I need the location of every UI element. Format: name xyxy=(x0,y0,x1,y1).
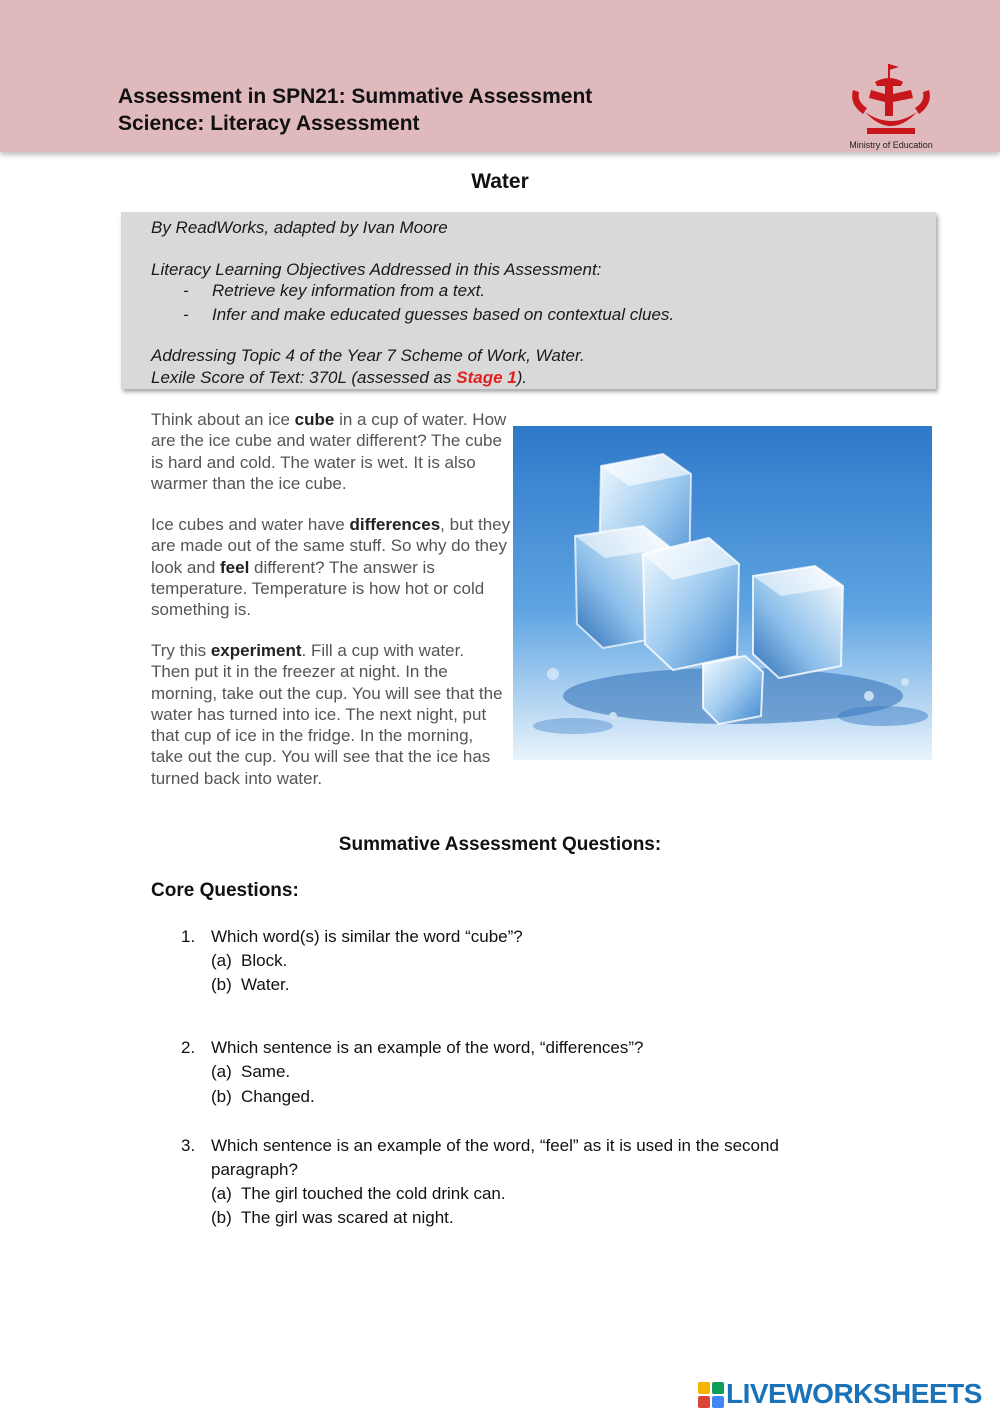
objective-bullet: - xyxy=(183,305,189,324)
option-label: (a) xyxy=(211,1062,232,1081)
option-text: The girl touched the cold drink can. xyxy=(241,1184,506,1203)
passage-text: Think about an ice xyxy=(151,410,295,429)
passage-text: in a cup of water. How are the ice cube and water different? The cube is hard and cold. The water is wet. It is also warmer than the ice cube. xyxy=(151,410,507,493)
objective-bullet: - xyxy=(183,281,189,300)
lexile-line xyxy=(151,368,527,388)
lexile-suffix: ). xyxy=(516,368,528,387)
passage-paragraph-3 xyxy=(151,640,507,789)
document-title: Water xyxy=(471,170,529,193)
question-number: 1. xyxy=(181,927,196,946)
crest-icon xyxy=(845,60,937,140)
question-text: Which sentence is an example of the word, “differences”? xyxy=(211,1038,644,1057)
vocab-word-feel: feel xyxy=(220,557,250,577)
option-label: (a) xyxy=(211,1184,232,1203)
option-label: (b) xyxy=(211,975,232,994)
option-label: (b) xyxy=(211,1208,232,1227)
question-text: Which sentence is an example of the word, “feel” as it is used in the second xyxy=(211,1136,779,1155)
logo-caption: Ministry of Education xyxy=(849,140,933,150)
passage-text: , but they are made out of the same stuff. So why do they look and xyxy=(151,515,511,577)
vocab-word-cube: cube xyxy=(294,410,335,429)
core-questions-title: Core Questions: xyxy=(151,880,299,901)
passage-paragraph-2 xyxy=(151,514,511,620)
passage-text: Ice cubes and water have xyxy=(151,515,350,534)
option-text: Water. xyxy=(241,975,290,994)
question-number: 2. xyxy=(181,1038,196,1057)
option-text: Block. xyxy=(241,951,288,970)
header-title-line1: Assessment in SPN21: Summative Assessment xyxy=(118,85,593,108)
option-text: Changed. xyxy=(241,1087,315,1106)
passage-text: different? The answer is temperature. Temperature is how hot or cold something is. xyxy=(151,557,485,620)
ministry-logo xyxy=(845,60,937,152)
vocab-word-differences: differences xyxy=(349,515,441,534)
byline: By ReadWorks, adapted by Ivan Moore xyxy=(151,218,448,237)
option-text: Same. xyxy=(241,1062,291,1081)
objective-item: Infer and make educated guesses based on contextual clues. xyxy=(212,305,675,324)
lexile-prefix: Lexile Score of Text: 370L (assessed as xyxy=(151,368,457,387)
liveworksheets-brand: LIVEWORKSHEETS xyxy=(726,1378,982,1409)
header-title-line2: Science: Literacy Assessment xyxy=(118,112,420,135)
passage-text: . Fill a cup with water. Then put it in the freezer at night. In the morning, take out the cup. You will see that the water has turned into ice. The next night, put that cup of ice in the fridge. In the morning, take out the cup. You will see that the ice has turned back into water. xyxy=(151,641,503,788)
option-text: The girl was scared at night. xyxy=(241,1208,454,1227)
passage-text: Try this xyxy=(151,641,211,660)
topic-line: Addressing Topic 4 of the Year 7 Scheme of Work, Water. xyxy=(151,346,585,365)
liveworksheets-footer[interactable] xyxy=(698,1378,998,1410)
question-text: Which word(s) is similar the word “cube”? xyxy=(211,927,523,946)
question-text-continued: paragraph? xyxy=(211,1160,298,1179)
info-box xyxy=(121,212,936,389)
ice-cubes-image xyxy=(513,426,932,760)
objective-item: Retrieve key information from a text. xyxy=(212,281,486,300)
vocab-word-experiment: experiment xyxy=(210,641,302,660)
stage-label: Stage 1 xyxy=(456,368,517,387)
question-number: 3. xyxy=(181,1136,196,1155)
passage-paragraph-1 xyxy=(151,409,511,494)
liveworksheets-logo-icon xyxy=(698,1382,724,1408)
option-label: (a) xyxy=(211,951,232,970)
objectives-heading: Literacy Learning Objectives Addressed in this Assessment: xyxy=(151,260,602,279)
header-band xyxy=(0,0,1000,152)
option-label: (b) xyxy=(211,1087,232,1106)
header-titles xyxy=(118,83,592,137)
questions-section-title: Summative Assessment Questions: xyxy=(338,834,662,855)
